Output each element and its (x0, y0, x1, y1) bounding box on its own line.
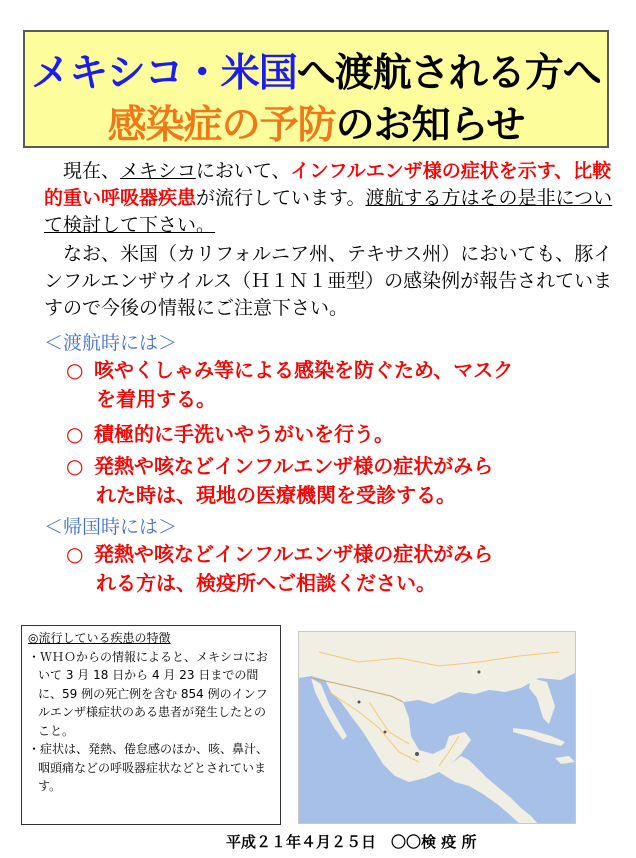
circle-bullet-icon: ○ (66, 542, 84, 566)
footer-date-issuer: 平成２１年４月２５日 〇〇検 疫 所 (226, 833, 477, 851)
intro-paragraph-1 (44, 158, 619, 239)
intro-text-mexico: メキシコ (120, 160, 196, 182)
travel-item-mask-line2: を着用する。 (96, 387, 216, 411)
intro-text-consider: 渡航する方はその是非について検討して下さい。 (44, 187, 613, 236)
title-line-1 (25, 42, 607, 98)
intro-text (44, 158, 619, 322)
circle-bullet-icon: ○ (66, 454, 84, 478)
travel-section-heading: ＜渡航時には＞ (44, 332, 178, 354)
travel-item-handwashing-line1: 積極的に手洗いやうがいを行う。 (94, 422, 394, 446)
travel-item-handwashing (66, 420, 606, 449)
return-section-heading: ＜帰国時には＞ (44, 516, 178, 538)
intro-text-e: が流行しています。 (196, 187, 366, 209)
intro-paragraph-2: なお、米国（カリフォルニア州、テキサス州）においても、豚インフルエンザウイルス（Ｈ１Ｎ１亜型）の感染例が報告されていますので今後の情報にご注意下さい。 (44, 243, 613, 319)
travel-item-fever-line2: れた時は、現地の医療機関を受診する。 (96, 483, 456, 507)
title-text-travelers: へ渡航される方へ (296, 51, 601, 96)
info-bullet-who: ・ＷＨＯからの情報によると、メキシコにおいて 3 月 18 日から 4 月 23 日までの間に、59 例の死亡例を含む 854 例のインフルエンザ様症状のある患者が発生したとのこと。 (28, 649, 268, 738)
intro-text-c: において、 (195, 160, 291, 182)
circle-bullet-icon: ○ (66, 422, 84, 446)
title-text-notice: のお知らせ (335, 103, 525, 148)
circle-bullet-icon: ○ (66, 358, 84, 382)
title-highlight-countries: メキシコ・米国 (31, 51, 297, 96)
map-icon (299, 632, 576, 824)
return-item-fever (66, 540, 606, 598)
disease-info-box (21, 625, 281, 825)
title-line-2 (25, 94, 607, 150)
travel-item-mask-line1: 咳やくしゃみ等による感染を防ぐため、マスク (94, 358, 514, 382)
title-highlight-prevention: 感染症の予防 (107, 103, 336, 148)
map-of-mexico-image (298, 631, 576, 824)
intro-text-symptoms: インフルエンザ様の症状を示す、比較的重い呼吸器疾患 (44, 160, 612, 209)
travel-item-mask (66, 356, 606, 414)
intro-text-a: 現在、 (63, 160, 121, 182)
travel-item-fever-line1: 発熱や咳などインフルエンザ様の症状がみら (94, 454, 494, 478)
return-item-fever-line1: 発熱や咳などインフルエンザ様の症状がみら (94, 542, 494, 566)
return-item-fever-line2: れる方は、検疫所へご相談ください。 (96, 571, 436, 595)
travel-item-fever (66, 452, 606, 510)
title-banner (23, 30, 609, 148)
info-bullet-symptoms: ・症状は、発熱、倦怠感のほか、咳、鼻汁、咽頭痛などの呼吸器症状などとされています。 (28, 742, 269, 793)
info-heading: ◎流行している疾患の特徴 (28, 631, 171, 645)
